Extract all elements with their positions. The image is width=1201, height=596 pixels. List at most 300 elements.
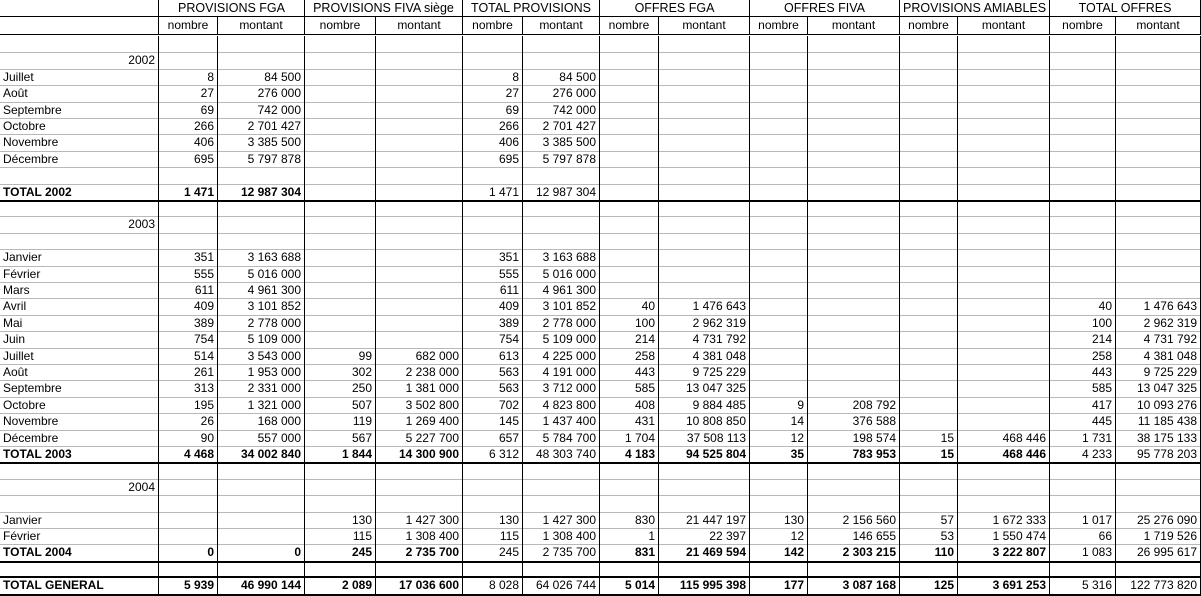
table-cell[interactable]: [958, 348, 1050, 364]
table-cell[interactable]: [600, 102, 659, 118]
column-group-header[interactable]: [0, 0, 159, 17]
table-cell[interactable]: 12: [750, 528, 808, 544]
table-cell[interactable]: 5 316: [1050, 577, 1116, 593]
table-cell[interactable]: 695: [159, 151, 218, 167]
table-cell[interactable]: 1 308 400: [523, 528, 600, 544]
table-cell[interactable]: [808, 348, 900, 364]
table-cell[interactable]: 3 385 500: [523, 134, 600, 150]
table-cell[interactable]: 417: [1050, 397, 1116, 413]
table-cell[interactable]: [600, 167, 659, 183]
row-label[interactable]: [0, 233, 159, 249]
table-cell[interactable]: 695: [463, 151, 523, 167]
table-cell[interactable]: 245: [305, 544, 376, 560]
row-label[interactable]: Juin: [0, 331, 159, 347]
table-cell[interactable]: [376, 249, 463, 265]
table-cell[interactable]: [600, 151, 659, 167]
table-cell[interactable]: 17 036 600: [376, 577, 463, 593]
table-cell[interactable]: [750, 331, 808, 347]
table-cell[interactable]: [900, 462, 958, 478]
table-cell[interactable]: [218, 167, 305, 183]
table-cell[interactable]: [808, 479, 900, 495]
table-cell[interactable]: [376, 118, 463, 134]
row-label[interactable]: TOTAL 2002: [0, 184, 159, 200]
row-label[interactable]: Novembre: [0, 413, 159, 429]
table-cell[interactable]: [900, 380, 958, 396]
table-cell[interactable]: [900, 413, 958, 429]
table-cell[interactable]: [600, 200, 659, 216]
table-cell[interactable]: 468 446: [958, 446, 1050, 462]
table-cell[interactable]: 12 987 304: [523, 184, 600, 200]
column-group-header[interactable]: PROVISIONS AMIABLES: [900, 0, 1050, 17]
row-label[interactable]: Novembre: [0, 134, 159, 150]
table-cell[interactable]: [305, 462, 376, 478]
column-subheader[interactable]: montant: [218, 17, 305, 34]
table-cell[interactable]: [750, 200, 808, 216]
table-cell[interactable]: 94 525 804: [659, 446, 750, 462]
table-cell[interactable]: [218, 495, 305, 511]
table-cell[interactable]: 69: [463, 102, 523, 118]
table-cell[interactable]: [305, 69, 376, 85]
table-cell[interactable]: 1 476 643: [1116, 298, 1201, 314]
table-cell[interactable]: 5 797 878: [218, 151, 305, 167]
table-cell[interactable]: [659, 36, 750, 52]
table-cell[interactable]: [1116, 134, 1201, 150]
table-cell[interactable]: [523, 233, 600, 249]
table-cell[interactable]: [808, 298, 900, 314]
table-cell[interactable]: [218, 528, 305, 544]
table-cell[interactable]: [808, 69, 900, 85]
table-cell[interactable]: [1050, 184, 1116, 200]
table-cell[interactable]: 4 961 300: [218, 282, 305, 298]
table-cell[interactable]: [1050, 134, 1116, 150]
table-cell[interactable]: [750, 233, 808, 249]
table-cell[interactable]: 12: [750, 430, 808, 446]
table-cell[interactable]: 585: [600, 380, 659, 396]
table-cell[interactable]: [218, 36, 305, 52]
table-cell[interactable]: [1116, 102, 1201, 118]
table-cell[interactable]: 64 026 744: [523, 577, 600, 593]
table-cell[interactable]: [305, 52, 376, 68]
table-cell[interactable]: 1: [600, 528, 659, 544]
table-cell[interactable]: [523, 495, 600, 511]
table-cell[interactable]: 2 735 700: [523, 544, 600, 560]
table-cell[interactable]: [750, 134, 808, 150]
table-cell[interactable]: [1050, 36, 1116, 52]
table-cell[interactable]: [305, 233, 376, 249]
table-cell[interactable]: [808, 151, 900, 167]
table-cell[interactable]: [376, 315, 463, 331]
table-cell[interactable]: [659, 282, 750, 298]
column-subheader[interactable]: nombre: [463, 17, 523, 34]
table-cell[interactable]: [305, 266, 376, 282]
table-cell[interactable]: 742 000: [218, 102, 305, 118]
table-cell[interactable]: [305, 495, 376, 511]
table-cell[interactable]: 3 222 807: [958, 544, 1050, 560]
table-cell[interactable]: [900, 298, 958, 314]
table-cell[interactable]: 130: [463, 512, 523, 528]
table-cell[interactable]: 2 701 427: [218, 118, 305, 134]
table-cell[interactable]: 258: [600, 348, 659, 364]
table-cell[interactable]: [900, 36, 958, 52]
table-cell[interactable]: [376, 167, 463, 183]
table-cell[interactable]: [808, 52, 900, 68]
table-cell[interactable]: [808, 462, 900, 478]
table-cell[interactable]: [376, 200, 463, 216]
table-cell[interactable]: 99: [305, 348, 376, 364]
table-cell[interactable]: [376, 85, 463, 101]
table-cell[interactable]: 13 047 325: [1116, 380, 1201, 396]
table-cell[interactable]: 38 175 133: [1116, 430, 1201, 446]
table-cell[interactable]: [958, 167, 1050, 183]
column-subheader[interactable]: [0, 17, 159, 34]
table-cell[interactable]: [808, 118, 900, 134]
table-cell[interactable]: 100: [1050, 315, 1116, 331]
table-cell[interactable]: [159, 479, 218, 495]
column-subheader[interactable]: nombre: [750, 17, 808, 34]
table-cell[interactable]: 48 303 740: [523, 446, 600, 462]
table-cell[interactable]: 3 101 852: [218, 298, 305, 314]
table-cell[interactable]: [750, 69, 808, 85]
table-cell[interactable]: 3 163 688: [523, 249, 600, 265]
table-cell[interactable]: [958, 495, 1050, 511]
row-label[interactable]: Avril: [0, 298, 159, 314]
table-cell[interactable]: [1116, 266, 1201, 282]
table-cell[interactable]: [750, 282, 808, 298]
table-cell[interactable]: 266: [159, 118, 218, 134]
table-cell[interactable]: [750, 495, 808, 511]
table-cell[interactable]: [958, 298, 1050, 314]
table-cell[interactable]: 245: [463, 544, 523, 560]
table-cell[interactable]: [659, 266, 750, 282]
table-cell[interactable]: 3 502 800: [376, 397, 463, 413]
table-cell[interactable]: 90: [159, 430, 218, 446]
table-cell[interactable]: 376 588: [808, 413, 900, 429]
table-cell[interactable]: 15: [900, 430, 958, 446]
table-cell[interactable]: 5 784 700: [523, 430, 600, 446]
table-cell[interactable]: [463, 479, 523, 495]
table-cell[interactable]: [463, 167, 523, 183]
table-cell[interactable]: 742 000: [523, 102, 600, 118]
column-group-header[interactable]: PROVISIONS FGA: [159, 0, 305, 17]
row-label[interactable]: Décembre: [0, 151, 159, 167]
column-subheader[interactable]: nombre: [900, 17, 958, 34]
table-cell[interactable]: 2 238 000: [376, 364, 463, 380]
table-cell[interactable]: [376, 134, 463, 150]
table-cell[interactable]: [376, 561, 463, 577]
table-cell[interactable]: 276 000: [218, 85, 305, 101]
table-cell[interactable]: 9: [750, 397, 808, 413]
table-cell[interactable]: 9 884 485: [659, 397, 750, 413]
table-cell[interactable]: 5 014: [600, 577, 659, 593]
table-cell[interactable]: [1116, 69, 1201, 85]
table-cell[interactable]: [750, 52, 808, 68]
table-cell[interactable]: 1 844: [305, 446, 376, 462]
table-cell[interactable]: [376, 479, 463, 495]
table-cell[interactable]: [750, 85, 808, 101]
table-cell[interactable]: [1116, 282, 1201, 298]
table-cell[interactable]: [900, 167, 958, 183]
table-cell[interactable]: [958, 479, 1050, 495]
table-cell[interactable]: [159, 462, 218, 478]
table-cell[interactable]: 389: [463, 315, 523, 331]
table-cell[interactable]: [305, 184, 376, 200]
table-cell[interactable]: [463, 216, 523, 232]
table-cell[interactable]: [750, 36, 808, 52]
table-cell[interactable]: [159, 36, 218, 52]
table-cell[interactable]: [659, 249, 750, 265]
table-cell[interactable]: [1050, 151, 1116, 167]
table-cell[interactable]: [1050, 249, 1116, 265]
table-cell[interactable]: 5 227 700: [376, 430, 463, 446]
table-cell[interactable]: [958, 200, 1050, 216]
row-label[interactable]: Septembre: [0, 380, 159, 396]
table-cell[interactable]: 25 276 090: [1116, 512, 1201, 528]
table-cell[interactable]: 53: [900, 528, 958, 544]
table-cell[interactable]: 276 000: [523, 85, 600, 101]
table-cell[interactable]: [1050, 216, 1116, 232]
table-cell[interactable]: [750, 298, 808, 314]
table-cell[interactable]: [1050, 561, 1116, 577]
row-label[interactable]: Janvier: [0, 512, 159, 528]
table-cell[interactable]: 261: [159, 364, 218, 380]
table-cell[interactable]: 4 731 792: [659, 331, 750, 347]
table-cell[interactable]: 443: [1050, 364, 1116, 380]
table-cell[interactable]: 831: [600, 544, 659, 560]
table-cell[interactable]: [808, 184, 900, 200]
table-cell[interactable]: [750, 380, 808, 396]
table-cell[interactable]: 9 725 229: [659, 364, 750, 380]
table-cell[interactable]: [1116, 462, 1201, 478]
table-cell[interactable]: [523, 200, 600, 216]
row-label[interactable]: Octobre: [0, 118, 159, 134]
row-label[interactable]: Octobre: [0, 397, 159, 413]
row-label[interactable]: Septembre: [0, 102, 159, 118]
table-cell[interactable]: 555: [463, 266, 523, 282]
table-cell[interactable]: 1 321 000: [218, 397, 305, 413]
table-cell[interactable]: [305, 331, 376, 347]
table-cell[interactable]: [1116, 85, 1201, 101]
table-cell[interactable]: [1116, 495, 1201, 511]
table-cell[interactable]: [958, 413, 1050, 429]
table-cell[interactable]: 5 109 000: [523, 331, 600, 347]
table-cell[interactable]: 702: [463, 397, 523, 413]
table-cell[interactable]: [808, 216, 900, 232]
table-cell[interactable]: [750, 118, 808, 134]
table-cell[interactable]: 2 303 215: [808, 544, 900, 560]
table-cell[interactable]: 10 093 276: [1116, 397, 1201, 413]
table-cell[interactable]: [900, 495, 958, 511]
table-cell[interactable]: [900, 397, 958, 413]
table-cell[interactable]: [376, 52, 463, 68]
table-cell[interactable]: [523, 216, 600, 232]
table-cell[interactable]: [159, 200, 218, 216]
table-cell[interactable]: 3 385 500: [218, 134, 305, 150]
table-cell[interactable]: 125: [900, 577, 958, 593]
table-cell[interactable]: [376, 102, 463, 118]
table-cell[interactable]: 445: [1050, 413, 1116, 429]
table-cell[interactable]: 84 500: [218, 69, 305, 85]
table-cell[interactable]: [600, 266, 659, 282]
table-cell[interactable]: [463, 52, 523, 68]
table-cell[interactable]: [808, 282, 900, 298]
table-cell[interactable]: [900, 249, 958, 265]
table-cell[interactable]: 168 000: [218, 413, 305, 429]
table-cell[interactable]: [1050, 52, 1116, 68]
table-cell[interactable]: [900, 348, 958, 364]
table-cell[interactable]: 10 808 850: [659, 413, 750, 429]
table-cell[interactable]: [376, 216, 463, 232]
table-cell[interactable]: [958, 233, 1050, 249]
table-cell[interactable]: [218, 233, 305, 249]
table-cell[interactable]: [659, 69, 750, 85]
row-label[interactable]: Décembre: [0, 430, 159, 446]
table-cell[interactable]: 1 427 300: [376, 512, 463, 528]
table-cell[interactable]: 250: [305, 380, 376, 396]
table-cell[interactable]: [1050, 266, 1116, 282]
table-cell[interactable]: [958, 151, 1050, 167]
table-cell[interactable]: 3 101 852: [523, 298, 600, 314]
table-cell[interactable]: [900, 52, 958, 68]
table-cell[interactable]: [900, 331, 958, 347]
table-cell[interactable]: 115: [305, 528, 376, 544]
table-cell[interactable]: [958, 216, 1050, 232]
table-cell[interactable]: 409: [463, 298, 523, 314]
table-cell[interactable]: 4 233: [1050, 446, 1116, 462]
table-cell[interactable]: [900, 200, 958, 216]
table-cell[interactable]: [659, 216, 750, 232]
table-cell[interactable]: 95 778 203: [1116, 446, 1201, 462]
table-cell[interactable]: 3 691 253: [958, 577, 1050, 593]
table-cell[interactable]: 1 731: [1050, 430, 1116, 446]
table-cell[interactable]: 1 719 526: [1116, 528, 1201, 544]
table-cell[interactable]: [750, 315, 808, 331]
table-cell[interactable]: 4 183: [600, 446, 659, 462]
table-cell[interactable]: 100: [600, 315, 659, 331]
row-label[interactable]: [0, 495, 159, 511]
table-cell[interactable]: 9 725 229: [1116, 364, 1201, 380]
table-cell[interactable]: 1 437 400: [523, 413, 600, 429]
table-cell[interactable]: [958, 102, 1050, 118]
table-cell[interactable]: [305, 134, 376, 150]
column-group-header[interactable]: OFFRES FGA: [600, 0, 750, 17]
table-cell[interactable]: 0: [159, 544, 218, 560]
table-cell[interactable]: 1 704: [600, 430, 659, 446]
table-cell[interactable]: [659, 134, 750, 150]
table-cell[interactable]: [1116, 167, 1201, 183]
table-cell[interactable]: 57: [900, 512, 958, 528]
table-cell[interactable]: [808, 364, 900, 380]
table-cell[interactable]: 754: [159, 331, 218, 347]
table-cell[interactable]: [900, 102, 958, 118]
table-cell[interactable]: 4 381 048: [659, 348, 750, 364]
table-cell[interactable]: [1050, 102, 1116, 118]
table-cell[interactable]: 611: [159, 282, 218, 298]
table-cell[interactable]: [1116, 479, 1201, 495]
table-cell[interactable]: [305, 479, 376, 495]
table-cell[interactable]: [305, 561, 376, 577]
table-cell[interactable]: 8 028: [463, 577, 523, 593]
table-cell[interactable]: [900, 364, 958, 380]
table-cell[interactable]: [958, 364, 1050, 380]
row-label[interactable]: [0, 561, 159, 577]
column-subheader[interactable]: montant: [376, 17, 463, 34]
table-cell[interactable]: [750, 266, 808, 282]
table-cell[interactable]: 26: [159, 413, 218, 429]
table-cell[interactable]: [958, 380, 1050, 396]
table-cell[interactable]: [600, 184, 659, 200]
table-cell[interactable]: [1050, 85, 1116, 101]
table-cell[interactable]: [218, 216, 305, 232]
table-cell[interactable]: [600, 282, 659, 298]
table-cell[interactable]: [1116, 151, 1201, 167]
table-cell[interactable]: [600, 479, 659, 495]
table-cell[interactable]: [958, 282, 1050, 298]
table-cell[interactable]: 2 735 700: [376, 544, 463, 560]
table-cell[interactable]: 177: [750, 577, 808, 593]
table-cell[interactable]: [1116, 216, 1201, 232]
table-cell[interactable]: [218, 512, 305, 528]
table-cell[interactable]: 37 508 113: [659, 430, 750, 446]
table-cell[interactable]: [1116, 200, 1201, 216]
table-cell[interactable]: [376, 184, 463, 200]
table-cell[interactable]: [808, 36, 900, 52]
table-cell[interactable]: 557 000: [218, 430, 305, 446]
table-cell[interactable]: [808, 233, 900, 249]
table-cell[interactable]: [1116, 36, 1201, 52]
column-subheader[interactable]: montant: [1116, 17, 1201, 34]
table-cell[interactable]: [463, 462, 523, 478]
table-cell[interactable]: [600, 561, 659, 577]
table-cell[interactable]: 130: [750, 512, 808, 528]
table-cell[interactable]: 8: [159, 69, 218, 85]
table-cell[interactable]: [159, 561, 218, 577]
row-label[interactable]: 2003: [0, 216, 159, 232]
column-subheader[interactable]: montant: [958, 17, 1050, 34]
table-cell[interactable]: 122 773 820: [1116, 577, 1201, 593]
table-cell[interactable]: [659, 184, 750, 200]
column-subheader[interactable]: nombre: [600, 17, 659, 34]
table-cell[interactable]: [958, 315, 1050, 331]
table-cell[interactable]: 1 381 000: [376, 380, 463, 396]
table-cell[interactable]: [958, 36, 1050, 52]
table-cell[interactable]: [659, 233, 750, 249]
table-cell[interactable]: 563: [463, 364, 523, 380]
table-cell[interactable]: [750, 102, 808, 118]
table-cell[interactable]: [750, 561, 808, 577]
table-cell[interactable]: 115 995 398: [659, 577, 750, 593]
table-cell[interactable]: [900, 69, 958, 85]
table-cell[interactable]: 3 087 168: [808, 577, 900, 593]
table-cell[interactable]: 146 655: [808, 528, 900, 544]
table-cell[interactable]: 3 163 688: [218, 249, 305, 265]
table-cell[interactable]: 514: [159, 348, 218, 364]
table-cell[interactable]: [900, 184, 958, 200]
column-group-header[interactable]: TOTAL OFFRES: [1050, 0, 1201, 17]
table-cell[interactable]: 351: [159, 249, 218, 265]
table-cell[interactable]: [1116, 118, 1201, 134]
table-cell[interactable]: [600, 249, 659, 265]
table-cell[interactable]: [1050, 233, 1116, 249]
table-cell[interactable]: [305, 315, 376, 331]
table-cell[interactable]: 1 017: [1050, 512, 1116, 528]
table-cell[interactable]: [750, 479, 808, 495]
table-cell[interactable]: 258: [1050, 348, 1116, 364]
table-cell[interactable]: [376, 298, 463, 314]
table-cell[interactable]: 754: [463, 331, 523, 347]
table-cell[interactable]: [376, 282, 463, 298]
table-cell[interactable]: [1050, 479, 1116, 495]
column-subheader[interactable]: montant: [659, 17, 750, 34]
